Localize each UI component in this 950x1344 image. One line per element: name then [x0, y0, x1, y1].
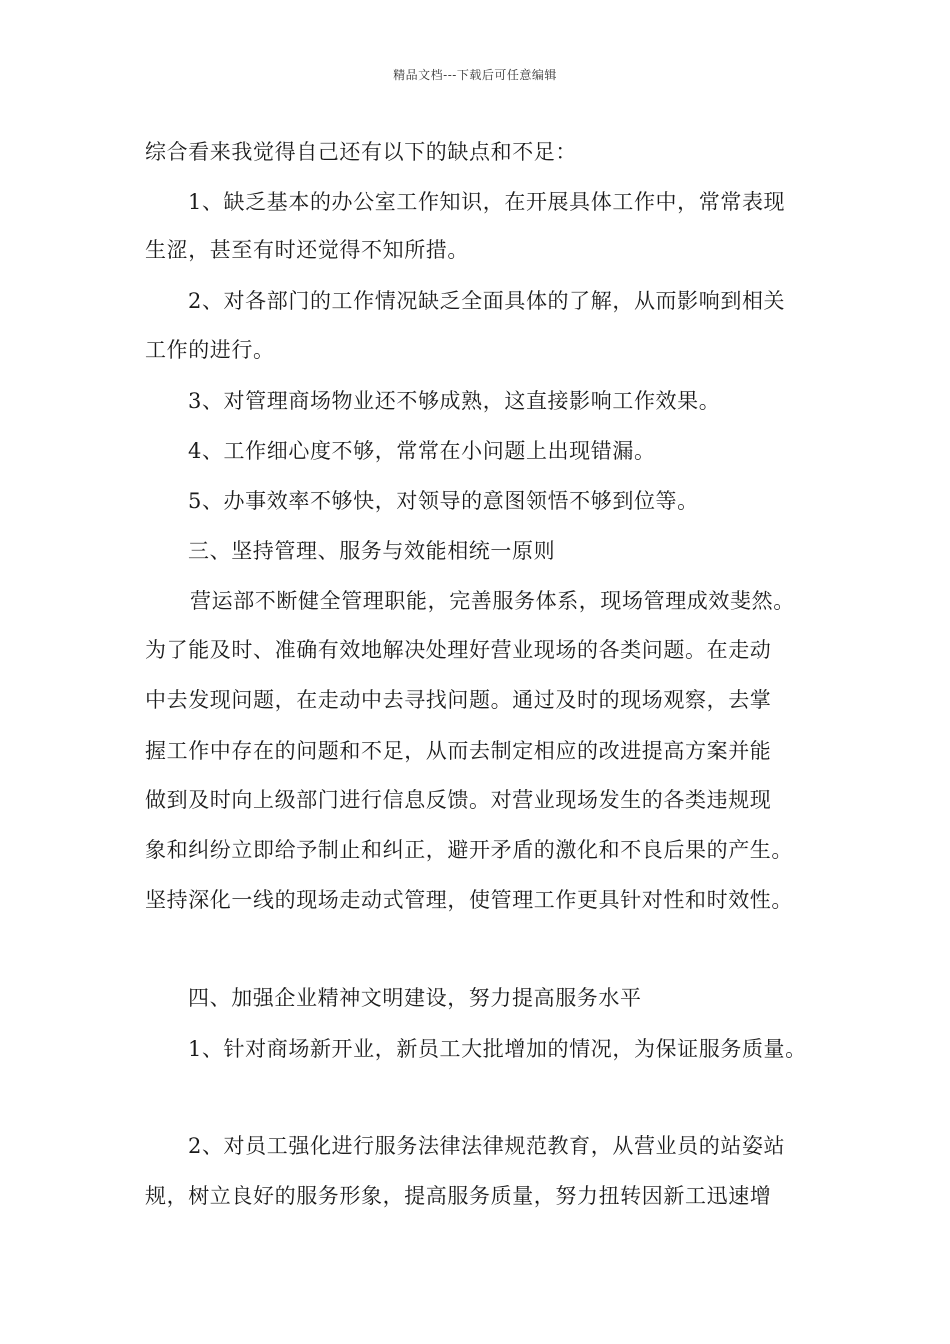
paragraph-line: 为了能及时、准确有效地解决处理好营业现场的各类问题。在走动 — [145, 638, 772, 662]
page-header: 精品文档---下载后可任意编辑 — [393, 68, 557, 82]
list-item-continuation: 生涩，甚至有时还觉得不知所措。 — [145, 238, 469, 262]
paragraph-line: 握工作中存在的问题和不足，从而去制定相应的改进提高方案并能 — [145, 739, 772, 763]
section-heading: 三、坚持管理、服务与效能相统一原则 — [188, 539, 556, 563]
section-heading: 四、加强企业精神文明建设，努力提高服务水平 — [188, 986, 642, 1010]
body-line: 综合看来我觉得自己还有以下的缺点和不足： — [145, 140, 577, 164]
list-item-line: 2、对员工强化进行服务法律法律规范教育，从营业员的站姿站 — [188, 1134, 786, 1158]
paragraph-line: 中去发现问题，在走动中去寻找问题。通过及时的现场观察，去掌 — [145, 688, 772, 712]
list-item-line: 4、工作细心度不够，常常在小问题上出现错漏。 — [188, 439, 656, 463]
list-item-line: 1、针对商场新开业，新员工大批增加的情况，为保证服务质量。 — [188, 1037, 807, 1061]
paragraph-line: 做到及时向上级部门进行信息反馈。对营业现场发生的各类违规现 — [145, 788, 772, 812]
paragraph-line: 象和纠纷立即给予制止和纠正，避开矛盾的激化和不良后果的产生。 — [145, 838, 793, 862]
list-item-line: 5、办事效率不够快，对领导的意图领悟不够到位等。 — [188, 489, 699, 513]
list-item-line: 1、缺乏基本的办公室工作知识，在开展具体工作中，常常表现 — [188, 190, 786, 214]
paragraph-line: 营运部不断健全管理职能，完善服务体系，现场管理成效斐然。 — [190, 589, 795, 613]
list-item-line: 2、对各部门的工作情况缺乏全面具体的了解，从而影响到相关 — [188, 289, 786, 313]
list-item-line: 3、对管理商场物业还不够成熟，这直接影响工作效果。 — [188, 389, 721, 413]
paragraph-line: 坚持深化一线的现场走动式管理，使管理工作更具针对性和时效性。 — [145, 888, 793, 912]
list-item-continuation: 规，树立良好的服务形象，提高服务质量，努力扭转因新工迅速增 — [145, 1184, 772, 1208]
list-item-continuation: 工作的进行。 — [145, 338, 275, 362]
